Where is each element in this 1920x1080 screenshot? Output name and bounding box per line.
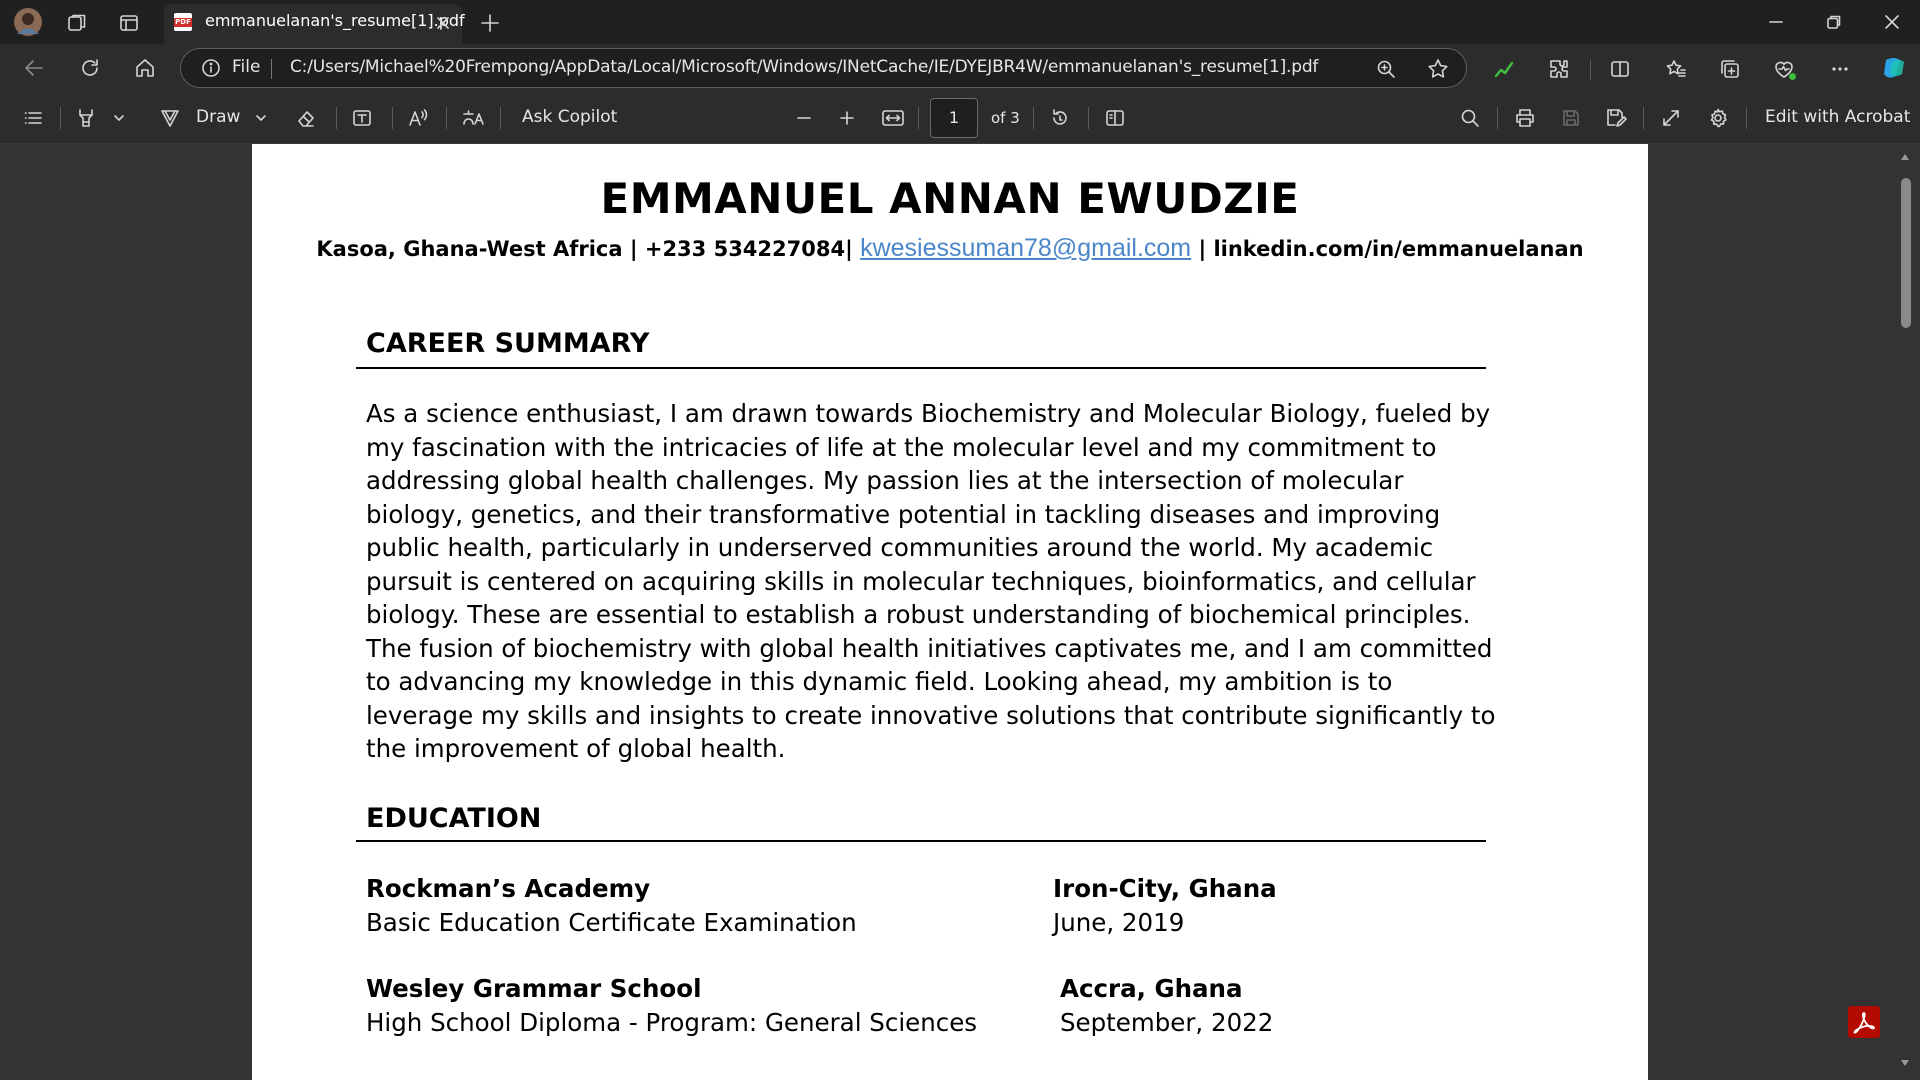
fit-to-width-icon[interactable] bbox=[878, 105, 908, 131]
file-scheme-label: File bbox=[232, 57, 261, 77]
page-number-input[interactable]: 1 bbox=[930, 98, 978, 138]
section-divider bbox=[356, 367, 1486, 369]
add-text-icon[interactable] bbox=[348, 105, 376, 131]
education-qualification: Basic Education Certificate Examination bbox=[366, 908, 857, 937]
translate-icon[interactable] bbox=[458, 105, 488, 131]
toolbar-separator bbox=[1033, 107, 1034, 129]
highlight-dropdown-chevron-icon[interactable] bbox=[110, 108, 128, 128]
page-view-icon[interactable] bbox=[1100, 105, 1130, 131]
favorite-star-icon[interactable] bbox=[1424, 55, 1452, 83]
toolbar-separator bbox=[918, 107, 919, 129]
extensions-icon[interactable] bbox=[1545, 55, 1573, 83]
resume-name: EMMANUEL ANNAN EWUDZIE bbox=[600, 174, 1300, 223]
toolbar-separator bbox=[500, 107, 501, 129]
workspaces-icon[interactable] bbox=[64, 10, 90, 36]
zoom-in-icon[interactable] bbox=[833, 105, 861, 131]
contact-separator: | bbox=[1191, 237, 1214, 261]
draw-icon[interactable] bbox=[156, 105, 184, 131]
table-of-contents-icon[interactable] bbox=[20, 105, 46, 131]
toolbar-separator bbox=[1497, 107, 1498, 129]
contact-separator: | bbox=[845, 237, 861, 261]
settings-gear-icon[interactable] bbox=[1704, 105, 1732, 131]
edit-with-acrobat-button[interactable]: Edit with Acrobat bbox=[1765, 107, 1911, 127]
save-icon bbox=[1557, 105, 1585, 131]
refresh-icon[interactable] bbox=[76, 54, 104, 82]
scroll-up-arrow-icon[interactable] bbox=[1898, 150, 1912, 164]
back-icon[interactable] bbox=[20, 54, 48, 82]
read-aloud-icon[interactable] bbox=[404, 105, 432, 131]
more-options-icon[interactable] bbox=[1826, 55, 1854, 83]
toolbar-separator bbox=[1088, 107, 1089, 129]
education-location: Accra, Ghana bbox=[1060, 974, 1243, 1003]
zoom-icon[interactable] bbox=[1373, 56, 1399, 82]
ask-copilot-button[interactable]: Ask Copilot bbox=[522, 107, 618, 127]
toolbar-separator bbox=[60, 107, 61, 129]
toolbar-separator bbox=[336, 107, 337, 129]
section-divider bbox=[356, 840, 1486, 842]
pdf-page bbox=[252, 144, 1648, 1080]
pdf-file-icon bbox=[174, 13, 192, 31]
info-icon[interactable] bbox=[199, 56, 223, 80]
education-date: June, 2019 bbox=[1053, 908, 1185, 937]
close-window-icon[interactable] bbox=[1878, 10, 1906, 34]
education-date: September, 2022 bbox=[1060, 1008, 1274, 1037]
tab-title: emmanuelanan's_resume[1].pdf bbox=[205, 11, 465, 30]
contact-separator: | bbox=[622, 237, 645, 261]
new-tab-icon[interactable] bbox=[477, 10, 503, 36]
close-tab-icon[interactable] bbox=[432, 12, 454, 34]
toolbar-separator bbox=[1643, 107, 1644, 129]
favorites-icon[interactable] bbox=[1662, 55, 1690, 83]
print-icon[interactable] bbox=[1511, 105, 1539, 131]
address-separator bbox=[271, 59, 272, 79]
toolbar-separator bbox=[1746, 107, 1747, 129]
contact-phone: +233 534227084 bbox=[644, 237, 846, 261]
search-icon[interactable] bbox=[1456, 105, 1484, 131]
scroll-down-arrow-icon[interactable] bbox=[1898, 1056, 1912, 1070]
page-total-label: of 3 bbox=[991, 109, 1020, 127]
restore-icon[interactable] bbox=[1820, 10, 1848, 34]
profile-avatar[interactable] bbox=[12, 6, 44, 38]
browser-essentials-icon[interactable] bbox=[1770, 55, 1798, 83]
highlight-icon[interactable] bbox=[72, 105, 100, 131]
full-screen-icon[interactable] bbox=[1657, 105, 1685, 131]
eraser-icon[interactable] bbox=[292, 105, 320, 131]
education-school: Wesley Grammar School bbox=[366, 974, 702, 1003]
career-summary-text: As a science enthusiast, I am drawn towards Biochemistry and Molecular Biology, fueled by my fascination with the intricacies of life at the molecular level and my commitment to addressing global health challenges. My passion lies at the intersection of molecular biology, genetics, and their transformative potential in tackling diseases and improving public health, particularly in underserved communities around the world. My academic pursuit is centered on acquiring skills in molecular techniques, bioinformatics, and cellular biology. These are essential to establish a robust understanding of biochemical principles. The fusion of biochemistry with global health initiatives captivates me, and I am committed to advancing my knowledge in this dynamic field. Looking ahead, my ambition is to leverage my skills and insights to create innovative solutions that contribute significantly to the improvement of global health. bbox=[366, 399, 1496, 763]
contact-linkedin: linkedin.com/in/emmanuelanan bbox=[1213, 237, 1584, 261]
contact-email-link[interactable]: kwesiessuman78@gmail.com bbox=[860, 234, 1192, 262]
toolbar-separator bbox=[392, 107, 393, 129]
education-school: Rockman’s Academy bbox=[366, 874, 651, 903]
extension-chart-icon[interactable] bbox=[1490, 55, 1518, 83]
tab-actions-icon[interactable] bbox=[116, 10, 142, 36]
scrollbar-thumb[interactable] bbox=[1901, 178, 1911, 328]
pdf-badge: PDF bbox=[175, 18, 191, 26]
home-icon[interactable] bbox=[131, 54, 159, 82]
draw-label[interactable]: Draw bbox=[196, 107, 241, 127]
education-qualification: High School Diploma - Program: General Sciences bbox=[366, 1008, 978, 1037]
save-as-icon[interactable] bbox=[1602, 105, 1630, 131]
split-screen-icon[interactable] bbox=[1606, 55, 1634, 83]
url-text[interactable]: C:/Users/Michael%20Frempong/AppData/Local/Microsoft/Windows/INetCache/IE/DYEJBR4W/emmanuelanan's_resume[1].pdf bbox=[290, 57, 1319, 77]
toolbar-separator bbox=[1590, 60, 1591, 80]
collections-icon[interactable] bbox=[1716, 55, 1744, 83]
career-summary-heading: CAREER SUMMARY bbox=[366, 328, 650, 359]
copilot-icon[interactable] bbox=[1878, 52, 1910, 84]
rotate-icon[interactable] bbox=[1046, 105, 1074, 131]
draw-dropdown-chevron-icon[interactable] bbox=[252, 108, 270, 128]
education-heading: EDUCATION bbox=[366, 803, 542, 834]
minimize-icon[interactable] bbox=[1762, 10, 1790, 34]
acrobat-icon[interactable] bbox=[1848, 1006, 1880, 1038]
zoom-out-icon[interactable] bbox=[790, 105, 818, 131]
toolbar-separator bbox=[446, 107, 447, 129]
education-location: Iron-City, Ghana bbox=[1053, 874, 1277, 903]
contact-line bbox=[252, 234, 1648, 263]
contact-location: Kasoa, Ghana-West Africa bbox=[316, 237, 623, 261]
